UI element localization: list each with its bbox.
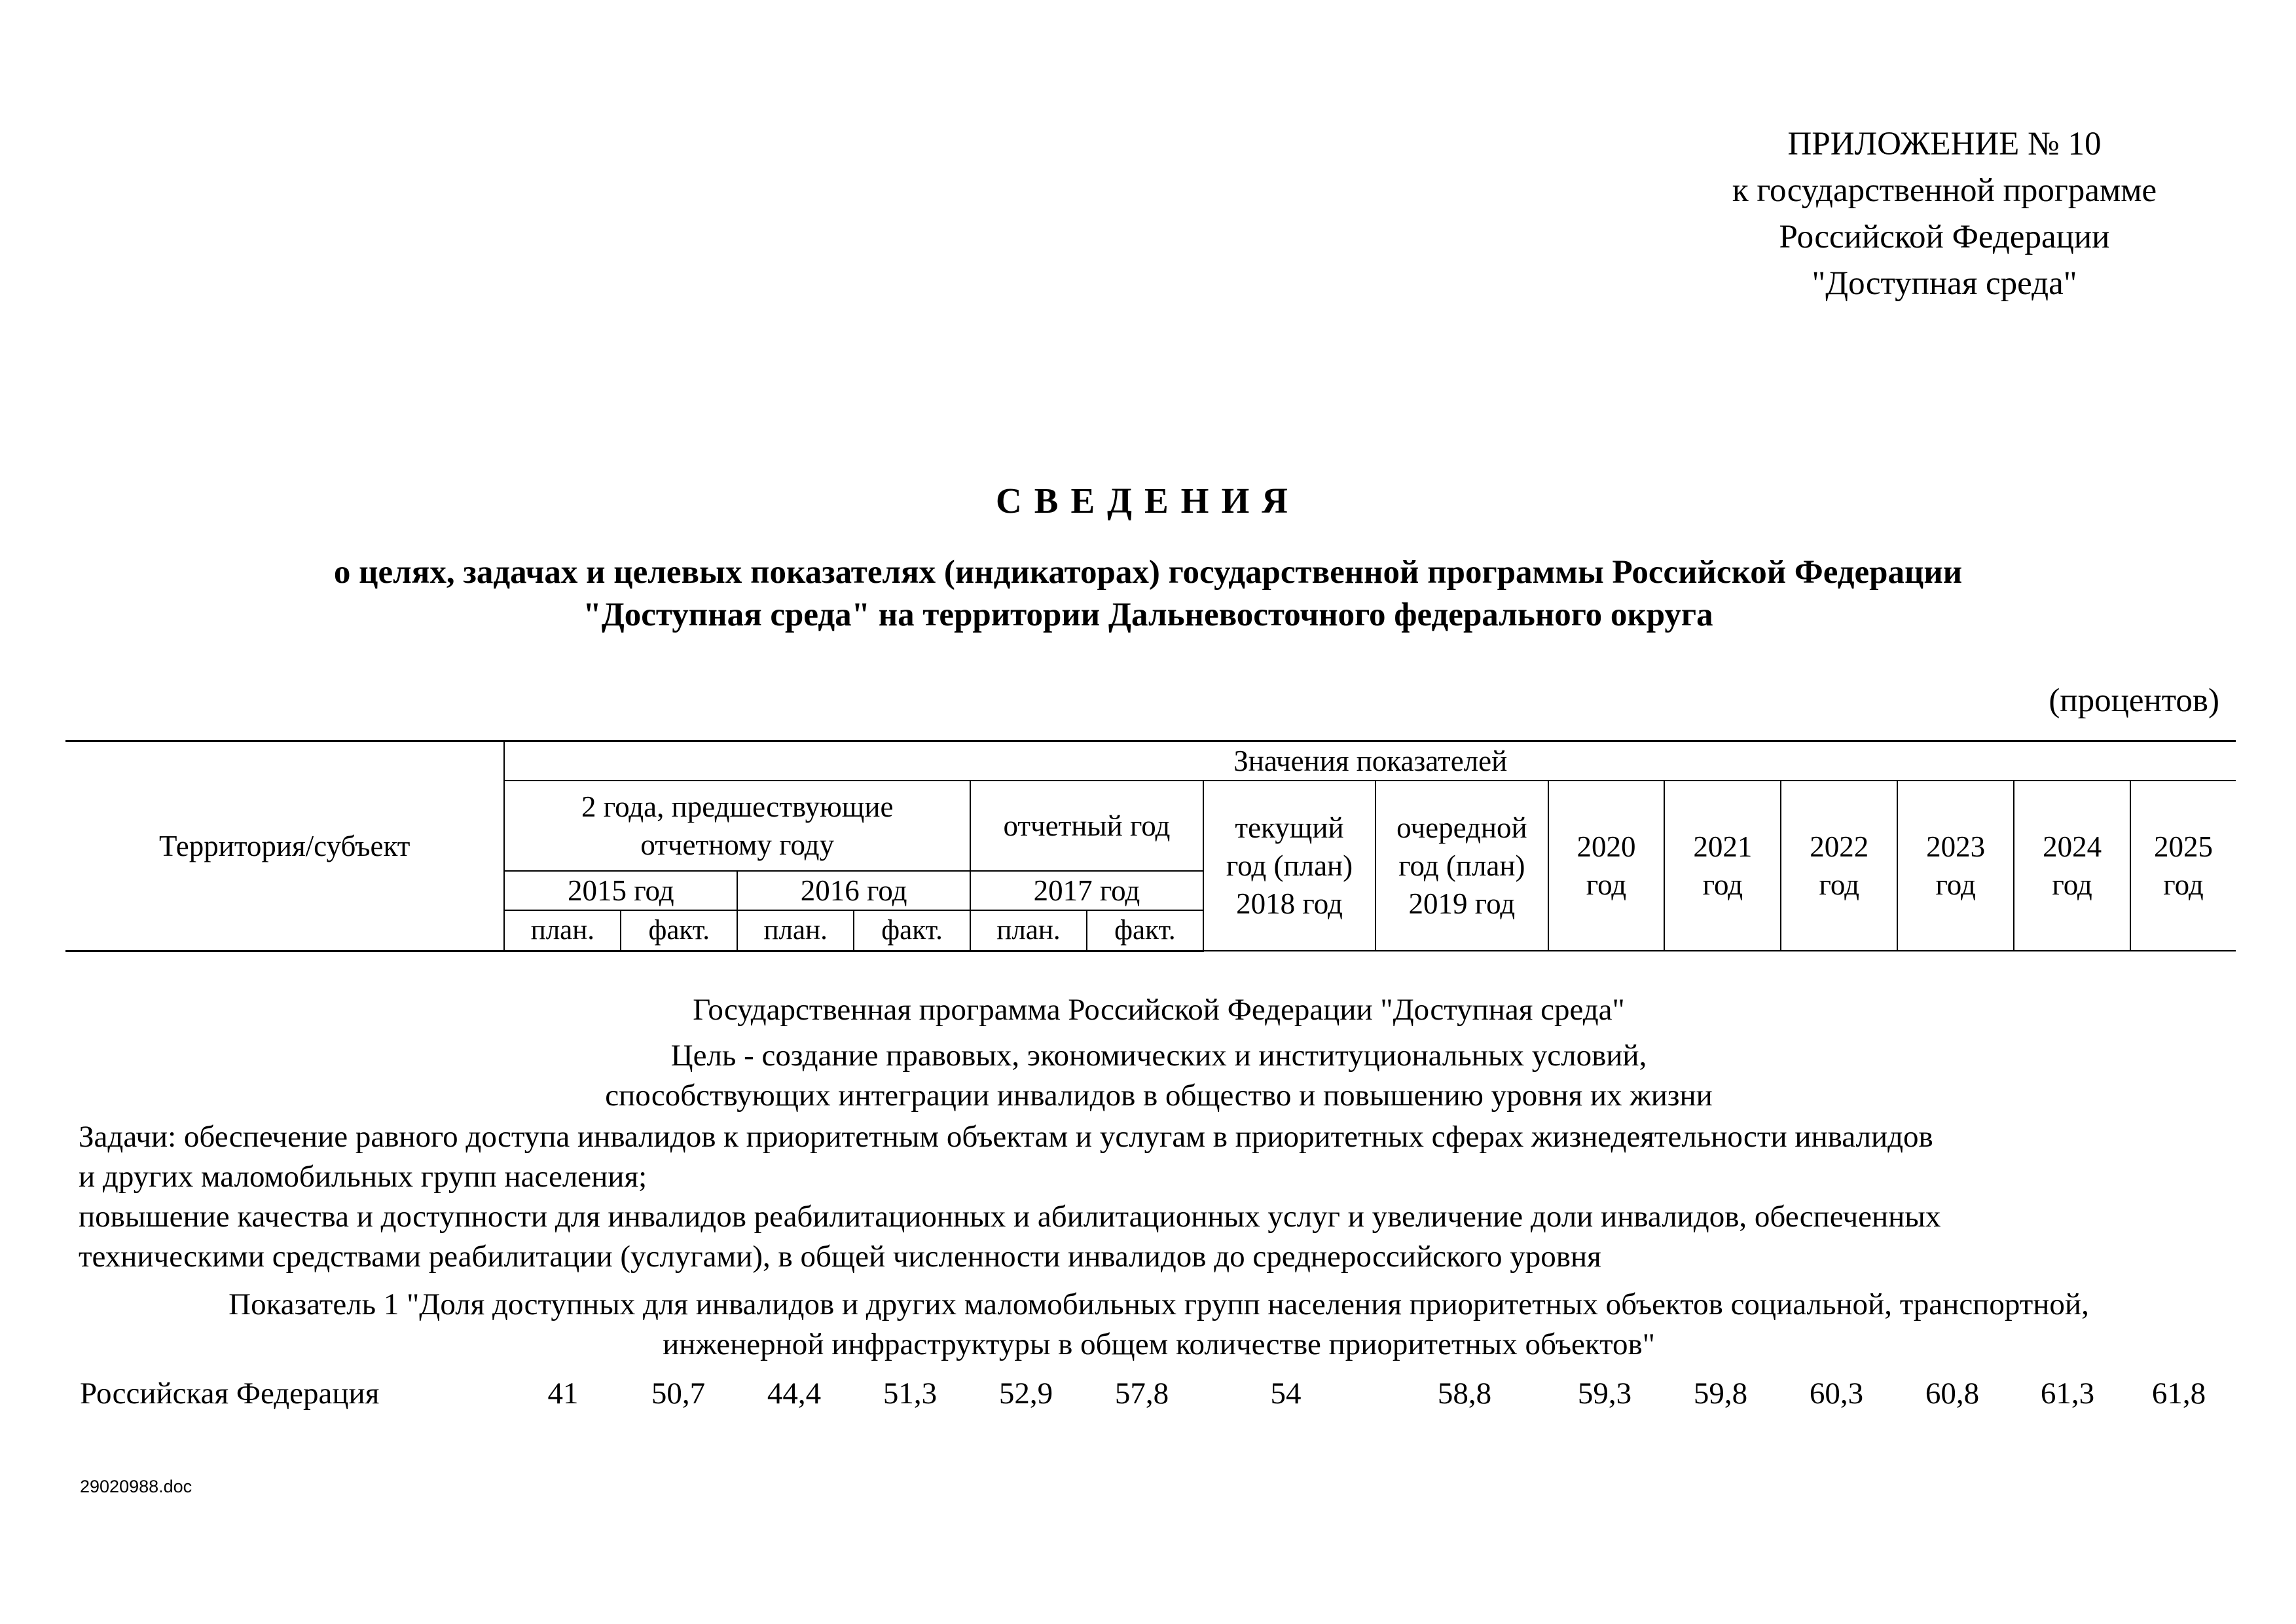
value-2016-fact: 51,3: [883, 1376, 938, 1411]
year-word: год: [2052, 868, 2092, 901]
goal-line-2: способствующих интеграции инвалидов в общество и повышению уровня их жизни: [605, 1079, 1713, 1113]
value-2015-plan: 41: [547, 1376, 579, 1411]
year-word: год: [1586, 868, 1627, 901]
value-2017-fact: 57,8: [1114, 1376, 1169, 1411]
table-row: [0, 1374, 2296, 1413]
appendix-line-4: "Доступная среда": [1812, 265, 2077, 302]
document-subtitle: [0, 551, 2296, 637]
indicator-line-2: инженерной инфраструктуры в общем количестве приоритетных объектов": [663, 1327, 1655, 1361]
fact-2017-header: факт.: [1087, 910, 1203, 951]
indicator-title: [79, 1285, 2239, 1365]
next-year-line-3: 2019 год: [1408, 887, 1516, 920]
year-2022-header: [1781, 781, 1897, 951]
document-filename: 29020988.doc: [80, 1477, 192, 1496]
plan-2015-header: план.: [504, 910, 621, 951]
current-year-line-2: год (план): [1226, 849, 1353, 882]
value-2016-plan: 44,4: [767, 1376, 822, 1411]
value-2020: 59,3: [1577, 1376, 1632, 1411]
fact-2015-header: факт.: [621, 910, 737, 951]
units-label: (процентов): [2049, 682, 2219, 719]
appendix-line-2: к государственной программе: [1732, 172, 2157, 209]
prev-years-line-1: 2 года, предшествующие: [581, 790, 894, 823]
year-2024-number: 2024: [2043, 830, 2102, 863]
year-word: год: [1819, 868, 1859, 901]
row-label: Российская Федерация: [80, 1376, 380, 1411]
tasks-line-4: техническими средствами реабилитации (услугами), в общей численности инвалидов до среднероссийского уровня: [79, 1240, 1601, 1274]
year-2025-number: 2025: [2154, 830, 2214, 863]
next-year-line-2: год (план): [1398, 849, 1525, 882]
document-title-block: [0, 478, 2296, 637]
year-word: год: [2163, 868, 2204, 901]
year-2020-header: [1548, 781, 1665, 951]
prev-years-line-2: отчетному году: [640, 828, 835, 861]
year-2023-header: [1897, 781, 2014, 951]
indicator-line-1: Показатель 1 "Доля доступных для инвалидов и других маломобильных групп населения приоритетных объектов социальной, транспортной,: [228, 1287, 2089, 1321]
program-title: Государственная программа Российской Федерации "Доступная среда": [693, 993, 1625, 1027]
plan-2017-header: план.: [970, 910, 1087, 951]
value-2018: 54: [1270, 1376, 1302, 1411]
subtitle-line-2: "Доступная среда" на территории Дальневосточного федерального округа: [583, 597, 1713, 633]
year-2021-number: 2021: [1693, 830, 1753, 863]
value-2024: 61,3: [2040, 1376, 2095, 1411]
appendix-number: ПРИЛОЖЕНИЕ № 10: [1787, 126, 2102, 162]
year-2017-header: 2017 год: [970, 871, 1203, 910]
next-year-header: [1376, 781, 1548, 951]
year-2024-header: [2014, 781, 2130, 951]
indicator-table-header: [65, 740, 2236, 952]
value-2021: 59,8: [1693, 1376, 1748, 1411]
goal-text: [79, 1036, 2239, 1116]
subtitle-line-1: о целях, задачах и целевых показателях (индикаторах) государственной программы Российской Федерации: [333, 554, 1963, 591]
goal-line-1: Цель - создание правовых, экономических и институциональных условий,: [670, 1039, 1647, 1073]
tasks-line-1: Задачи: обеспечение равного доступа инвалидов к приоритетным объектам и услугам в приоритетных сферах жизнедеятельности инвалидов: [79, 1120, 1933, 1154]
year-2021-header: [1664, 781, 1781, 951]
appendix-header: [1637, 121, 2252, 307]
values-header: Значения показателей: [504, 741, 2236, 781]
appendix-line-3: Российской Федерации: [1779, 219, 2110, 255]
year-word: год: [1702, 868, 1743, 901]
year-2016-header: 2016 год: [737, 871, 970, 910]
year-2023-number: 2023: [1926, 830, 1986, 863]
fact-2016-header: факт.: [854, 910, 970, 951]
report-year-header: отчетный год: [970, 781, 1203, 871]
year-2015-header: 2015 год: [504, 871, 737, 910]
territory-header: Территория/субъект: [65, 741, 504, 951]
year-2020-number: 2020: [1576, 830, 1636, 863]
tasks-line-3: повышение качества и доступности для инвалидов реабилитационных и абилитационных услуг и увеличение доли инвалидов, обеспеченных: [79, 1200, 1941, 1234]
value-2017-plan: 52,9: [998, 1376, 1053, 1411]
year-word: год: [1935, 868, 1976, 901]
next-year-line-1: очередной: [1396, 811, 1527, 844]
value-2015-fact: 50,7: [651, 1376, 706, 1411]
tasks-text: [79, 1117, 2239, 1277]
current-year-header: [1203, 781, 1376, 951]
year-2022-number: 2022: [1810, 830, 1869, 863]
current-year-line-1: текущий: [1235, 811, 1344, 844]
value-2022: 60,3: [1809, 1376, 1864, 1411]
document-title: СВЕДЕНИЯ: [996, 481, 1300, 521]
value-2019: 58,8: [1437, 1376, 1492, 1411]
tasks-line-2: и других маломобильных групп населения;: [79, 1160, 647, 1194]
value-2023: 60,8: [1925, 1376, 1980, 1411]
prev-years-header: [504, 781, 970, 871]
year-2025-header: [2130, 781, 2236, 951]
current-year-line-3: 2018 год: [1236, 887, 1343, 920]
value-2025: 61,8: [2151, 1376, 2206, 1411]
plan-2016-header: план.: [737, 910, 854, 951]
